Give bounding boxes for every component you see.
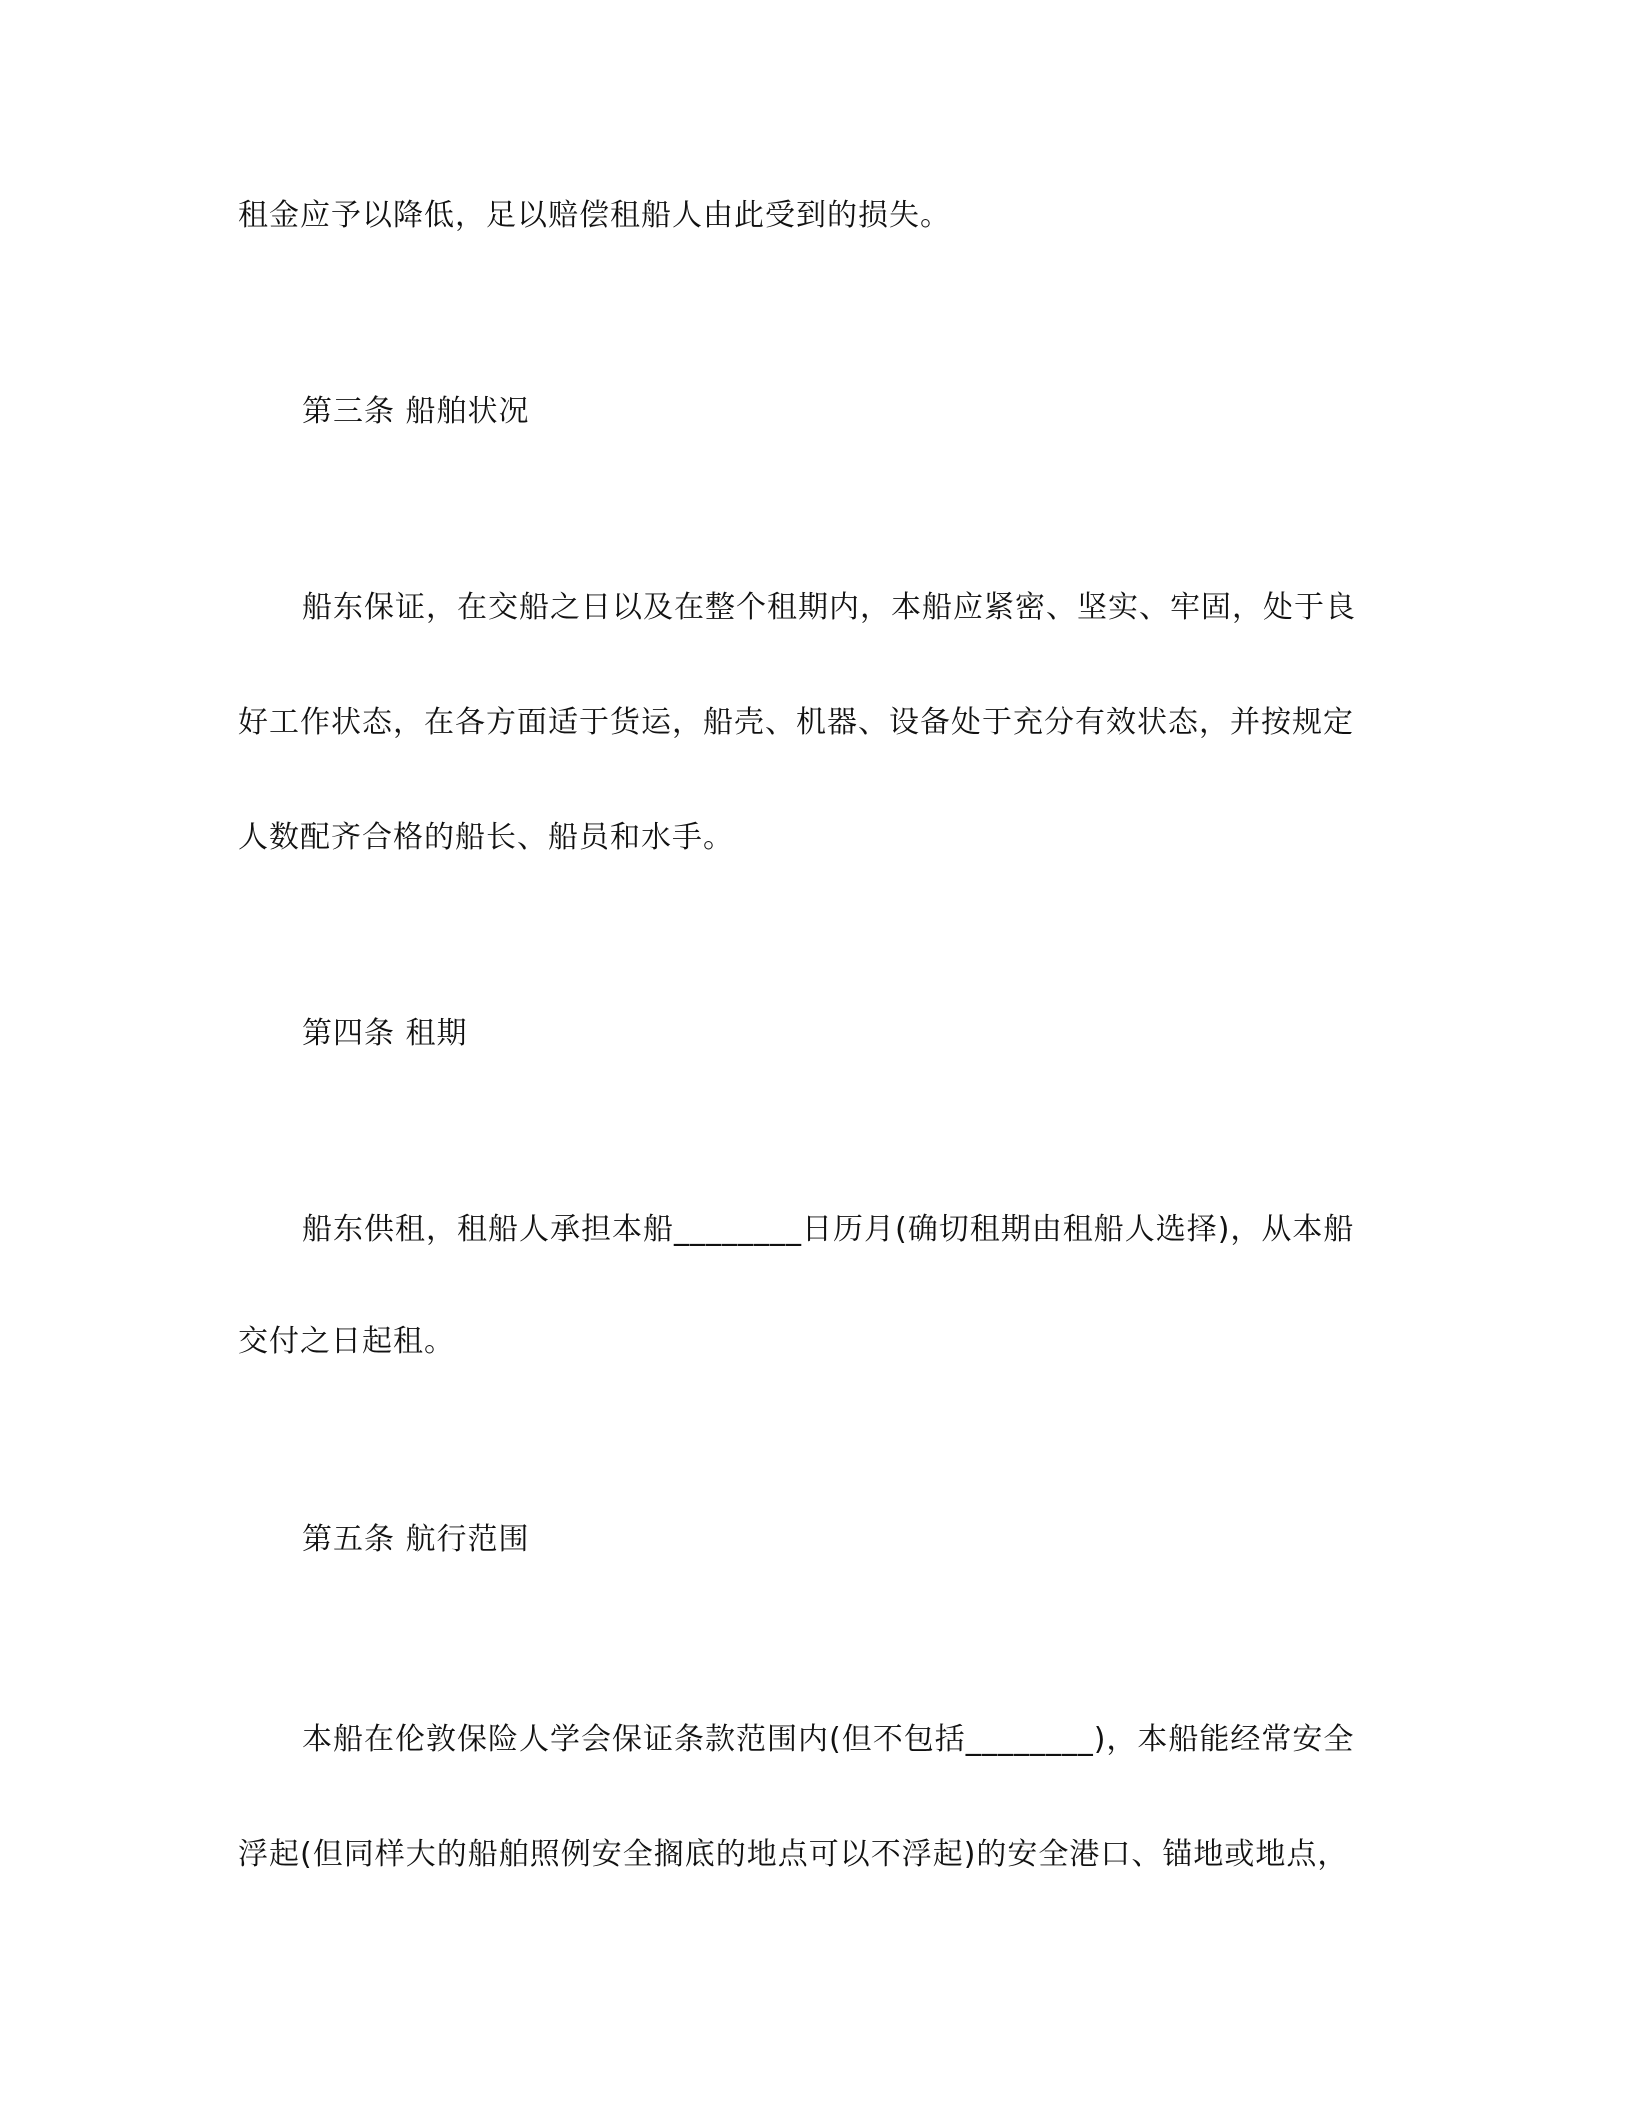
paragraph-text: 好工作状态，在各方面适于货运，船壳、机器、设备处于充分有效状态，并按规定 — [238, 705, 1354, 740]
section-heading-article-4: 第四条 租期 — [302, 1016, 468, 1051]
paragraph-text: 交付之日起租。 — [238, 1324, 455, 1359]
paragraph-text: 人数配齐合格的船长、船员和水手。 — [238, 820, 734, 855]
paragraph-text: 浮起(但同样大的船舶照例安全搁底的地点可以不浮起)的安全港口、锚地或地点， — [238, 1837, 1349, 1872]
section-heading-article-3: 第三条 船舶状况 — [302, 394, 530, 429]
section-heading-article-5: 第五条 航行范围 — [302, 1522, 530, 1557]
paragraph-text: 本船在伦敦保险人学会保证条款范围内(但不包括________)，本船能经常安全 — [302, 1722, 1355, 1757]
paragraph-text: 船东供租，租船人承担本船________日历月(确切租期由租船人选择)，从本船 — [302, 1212, 1355, 1247]
paragraph-text: 船东保证，在交船之日以及在整个租期内，本船应紧密、坚实、牢固，处于良 — [302, 590, 1356, 625]
paragraph-text: 租金应予以降低，足以赔偿租船人由此受到的损失。 — [238, 198, 951, 233]
